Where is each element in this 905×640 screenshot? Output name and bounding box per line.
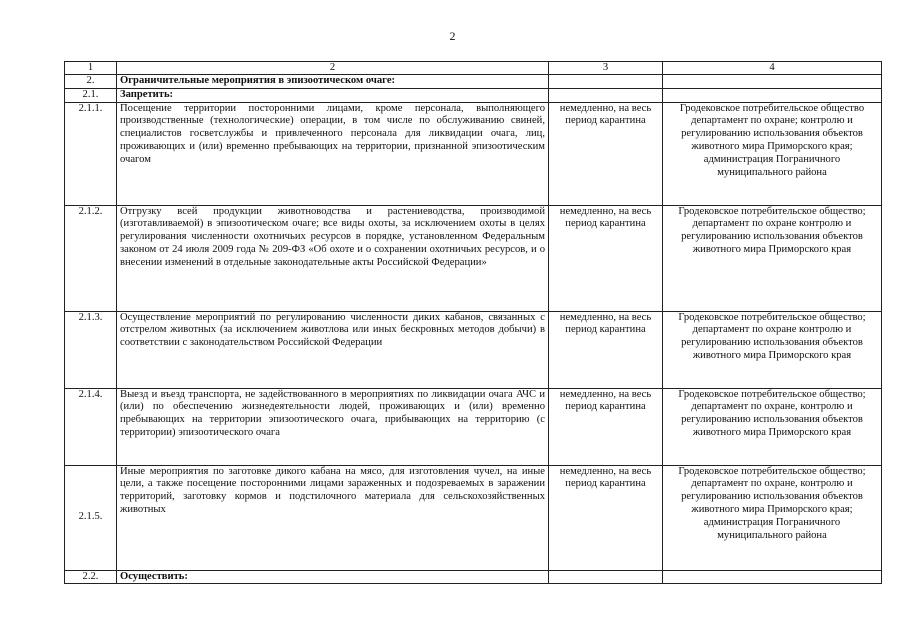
row-term: немедленно, на весь период карантина (549, 388, 663, 465)
page-number: 2 (449, 29, 456, 43)
subsection-title: Осуществить: (117, 570, 549, 584)
row-responsible: Гродековское потребительское общество; департамент по охране, контролю и регулированию использования объектов животного мира Приморского края; администрация Пограничного муниципального района (663, 465, 882, 570)
table-row (65, 311, 882, 388)
subsection-title: Запретить: (117, 88, 549, 102)
column-header: 1 (65, 62, 117, 75)
row-responsible: Гродековское потребительское общество; департамент по охране контролю и регулированию использования объектов животного мира Приморского края (663, 205, 882, 311)
table-row (65, 102, 882, 205)
table-row (65, 465, 882, 570)
column-header: 2 (117, 62, 549, 75)
row-term: немедленно, на весь период карантина (549, 311, 663, 388)
table-header-row (65, 62, 882, 75)
column-header: 3 (549, 62, 663, 75)
table-row (65, 205, 882, 311)
row-term: немедленно, на весь период карантина (549, 205, 663, 311)
row-number: 2.1.3. (65, 311, 117, 388)
row-responsible: Гродековское потребительское общество; департамент по охране контролю и регулированию использования объектов животного мира Приморского края (663, 311, 882, 388)
empty-cell (663, 88, 882, 102)
row-responsible: Гродековское потребительское общество департамент по охране; контролю и регулированию использования объектов животного мира Приморского края; администрация Пограничного муниципального района (663, 102, 882, 205)
row-description: Посещение территории посторонними лицами, кроме персонала, выполняющего производственные (технологические) операции, в том числе по обслуживанию свиней, специалистов госветслужбы и привлеченного персонала для ликвидации очага, лиц, проживающих и (или) временно пребывающих на территории, признанной эпизоотическим очагом (117, 102, 549, 205)
row-description: Осуществление мероприятий по регулированию численности диких кабанов, связанных с отстрелом животных (за исключением животлова или иных бескровных методов добычи) в соответствии с законодательством Российской Федерации (117, 311, 549, 388)
row-number: 2.1.2. (65, 205, 117, 311)
row-description: Отгрузку всей продукции животноводства и растениеводства, производимой (изготавливаемой) в эпизоотическом очаге; все виды охоты, за исключением охоты в целях регулирования численности охотничьих ресурсов в порядке, установленном Федеральным законом от 24 июля 2009 года № 209-ФЗ «Об охоте и о сохранении охотничьих ресурсов, и о внесении изменений в отдельные законодательные акты Российской Федерации» (117, 205, 549, 311)
subsection-number: 2.1. (65, 88, 117, 102)
table-row (65, 388, 882, 465)
column-header: 4 (663, 62, 882, 75)
row-term: немедленно, на весь период карантина (549, 102, 663, 205)
empty-cell (663, 570, 882, 584)
empty-cell (549, 88, 663, 102)
measures-table (64, 61, 882, 584)
row-responsible: Гродековское потребительское общество; департамент по охране, контролю и регулированию использования объектов животного мира Приморского края (663, 388, 882, 465)
row-term: немедленно, на весь период карантина (549, 465, 663, 570)
subsection-row (65, 570, 882, 584)
row-description: Выезд и въезд транспорта, не задействованного в мероприятиях по ликвидации очага АЧС и (или) по обеспечению жизнедеятельности людей, проживающих и (или) временно пребывающих на территории эпизоотического очага, прибывающих на территорию (с территории) эпизоотического очага (117, 388, 549, 465)
subsection-row (65, 88, 882, 102)
subsection-number: 2.2. (65, 570, 117, 584)
empty-cell (663, 75, 882, 89)
section-title: Ограничительные мероприятия в эпизоотическом очаге: (117, 75, 549, 89)
row-description: Иные мероприятия по заготовке дикого кабана на мясо, для изготовления чучел, на иные цели, а также посещение посторонними лицами зараженных и подозреваемых в заражении территорий, заготовку кормов и подстилочного материала для сельскохозяйственных животных (117, 465, 549, 570)
empty-cell (549, 75, 663, 89)
row-number: 2.1.1. (65, 102, 117, 205)
row-number: 2.1.4. (65, 388, 117, 465)
section-row (65, 75, 882, 89)
empty-cell (549, 570, 663, 584)
section-number: 2. (65, 75, 117, 89)
row-number: 2.1.5. (65, 465, 117, 570)
